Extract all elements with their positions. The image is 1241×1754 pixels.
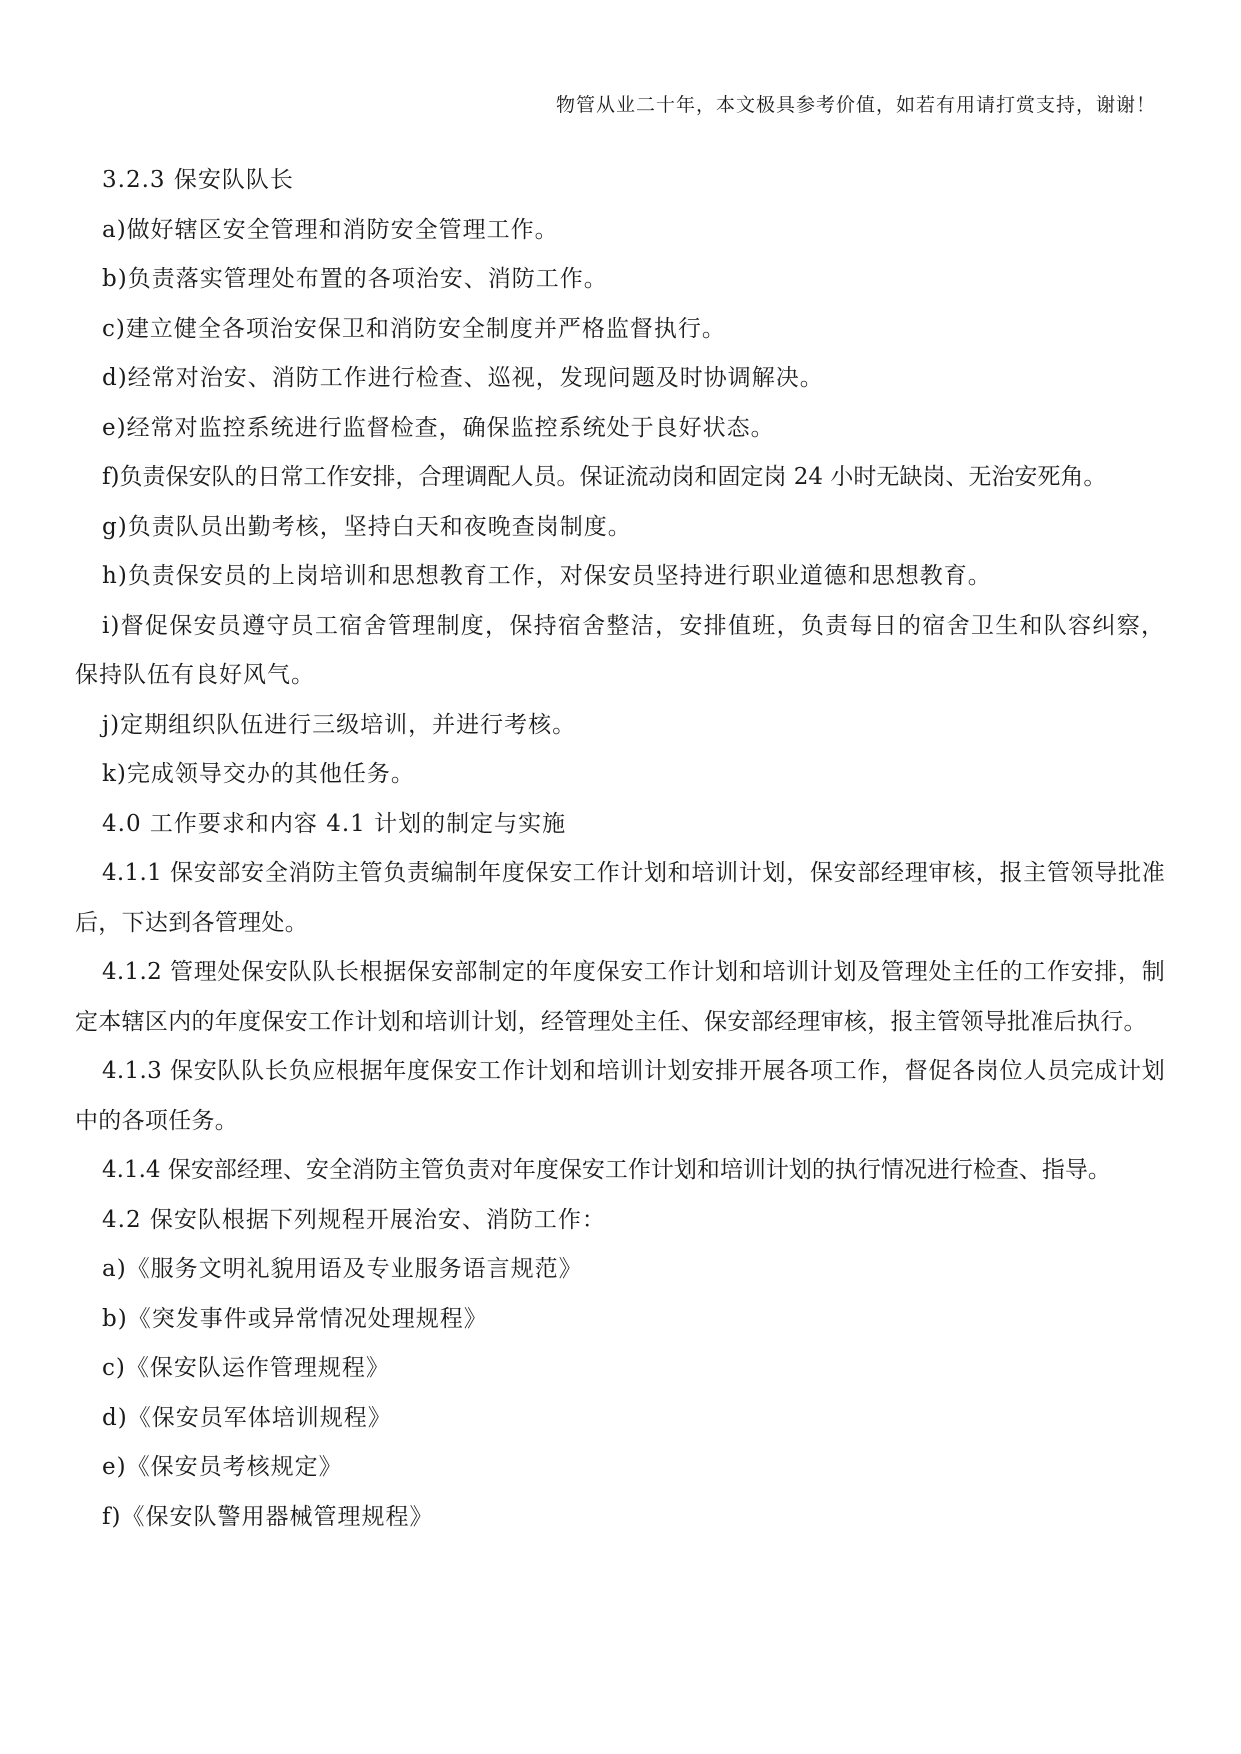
rule-item-e: e)《保安员考核规定》 — [102, 1454, 343, 1480]
list-item-f: f)负责保安队的日常工作安排，合理调配人员。保证流动岗和固定岗 24 小时无缺岗、无治安死角。 — [102, 464, 1107, 490]
list-item-k: k)完成领导交办的其他任务。 — [102, 761, 415, 787]
header-note: 物管从业二十年，本文极具参考价值，如若有用请打赏支持，谢谢！ — [555, 94, 1156, 116]
clause-4-1-4: 4.1.4 保安部经理、安全消防主管负责对年度保安工作计划和培训计划的执行情况进行检查、指导。 — [102, 1157, 1111, 1183]
clause-4-1-2: 4.1.2 管理处保安队队长根据保安部制定的年度保安工作计划和培训计划及管理处主任的工作安排，制定本辖区内的年度保安工作计划和培训计划，经管理处主任、保安部经理审核，报主管领导批准后执行。 — [75, 959, 1165, 1035]
rule-item-c: c)《保安队运作管理规程》 — [102, 1355, 390, 1381]
list-item-j: j)定期组织队伍进行三级培训，并进行考核。 — [102, 711, 577, 738]
section-heading-4-0: 4.0 工作要求和内容 4.1 计划的制定与实施 — [102, 810, 567, 837]
rule-item-f: f)《保安队警用器械管理规程》 — [102, 1503, 434, 1530]
rule-item-a: a)《服务文明礼貌用语及专业服务语言规范》 — [102, 1256, 583, 1282]
list-item-a: a)做好辖区安全管理和消防安全管理工作。 — [102, 216, 559, 243]
clause-4-2: 4.2 保安队根据下列规程开展治安、消防工作： — [102, 1206, 606, 1233]
list-item-b: b)负责落实管理处布置的各项治安、消防工作。 — [102, 266, 608, 292]
section-heading-3-2-3: 3.2.3 保安队队长 — [102, 167, 294, 193]
list-item-g: g)负责队员出勤考核，坚持白天和夜晚查岗制度。 — [102, 513, 632, 540]
list-item-e: e)经常对监控系统进行监督检查，确保监控系统处于良好状态。 — [102, 414, 775, 441]
clause-4-1-3: 4.1.3 保安队队长负应根据年度保安工作计划和培训计划安排开展各项工作，督促各岗位人员完成计划中的各项任务。 — [75, 1058, 1165, 1134]
rule-item-d: d)《保安员军体培训规程》 — [102, 1404, 392, 1431]
list-item-c: c)建立健全各项治安保卫和消防安全制度并严格监督执行。 — [102, 315, 726, 342]
document-body — [75, 156, 1165, 1542]
rule-item-b: b)《突发事件或异常情况处理规程》 — [102, 1305, 488, 1332]
list-item-i: i)督促保安员遵守员工宿舍管理制度，保持宿舍整洁，安排值班，负责每日的宿舍卫生和队容纠察，保持队伍有良好风气。 — [75, 612, 1165, 688]
list-item-d: d)经常对治安、消防工作进行检查、巡视，发现问题及时协调解决。 — [102, 365, 824, 391]
list-item-h: h)负责保安员的上岗培训和思想教育工作，对保安员坚持进行职业道德和思想教育。 — [102, 563, 992, 589]
clause-4-1-1: 4.1.1 保安部安全消防主管负责编制年度保安工作计划和培训计划，保安部经理审核，报主管领导批准后，下达到各管理处。 — [75, 860, 1165, 936]
